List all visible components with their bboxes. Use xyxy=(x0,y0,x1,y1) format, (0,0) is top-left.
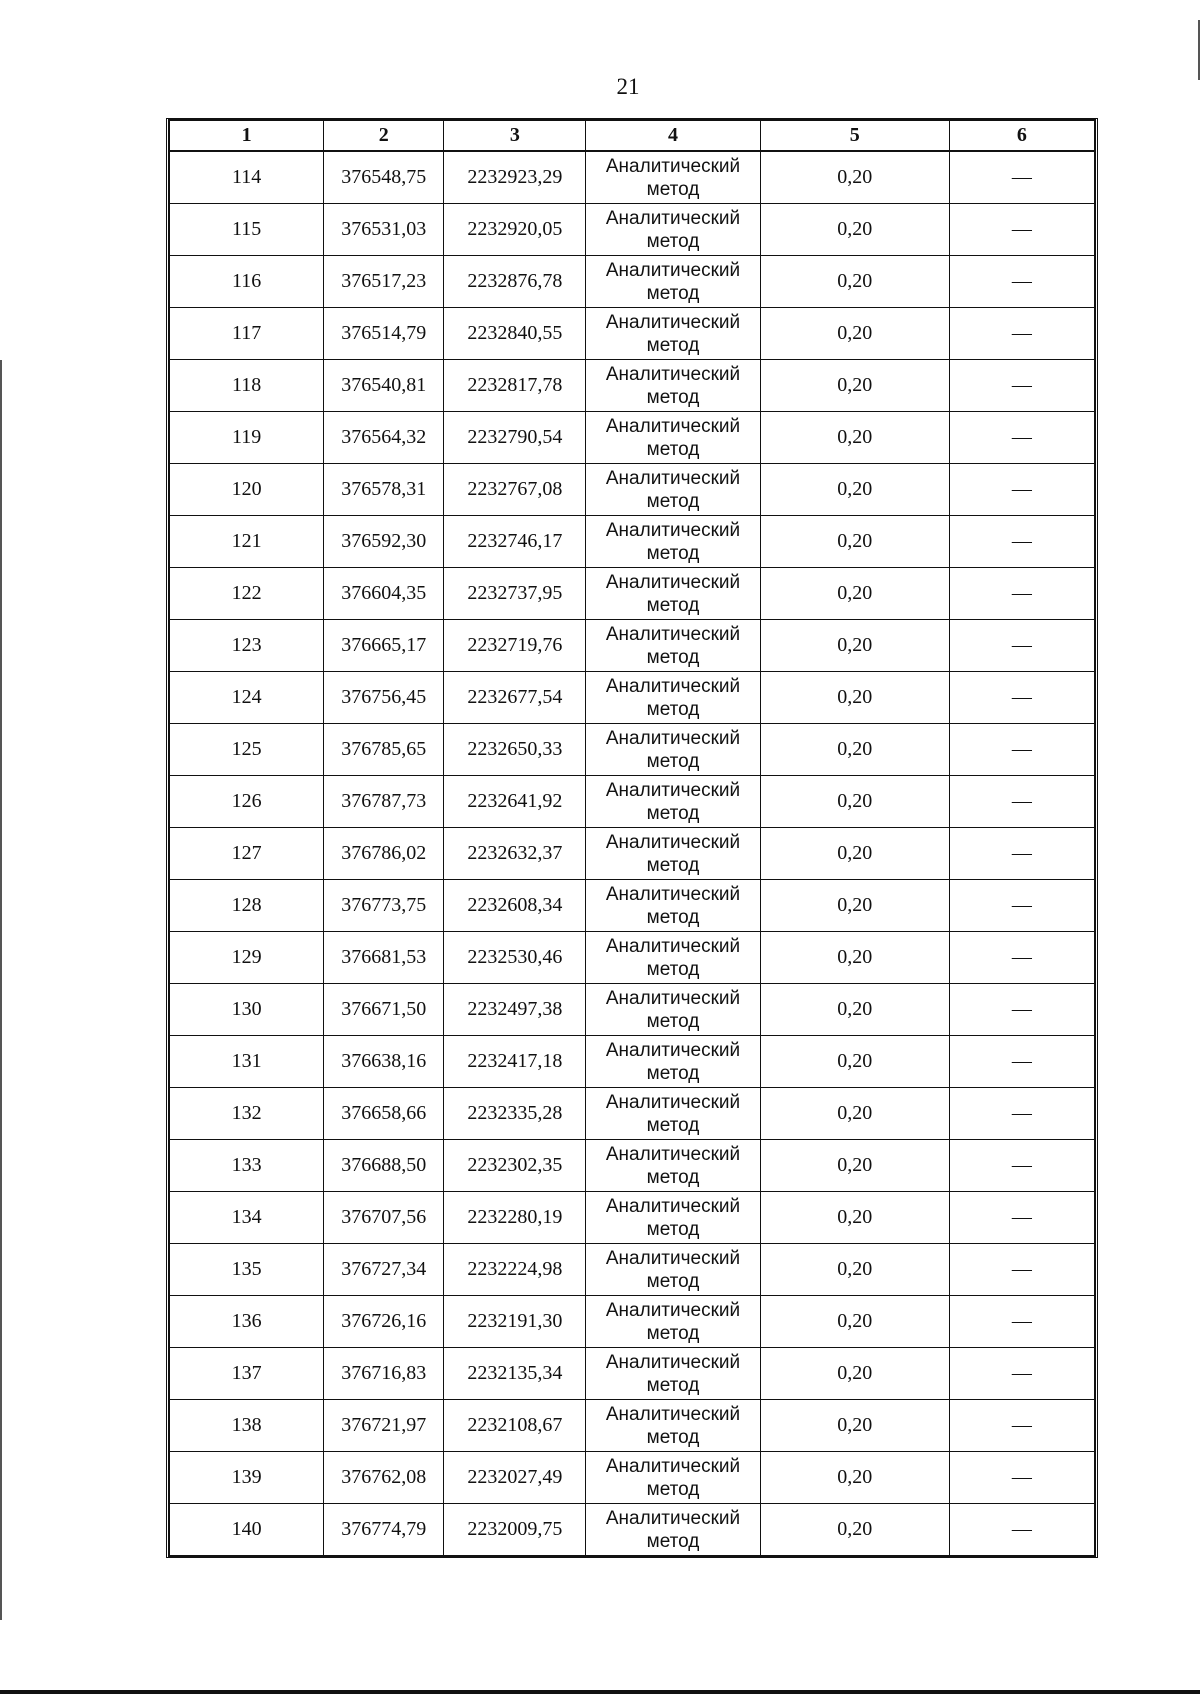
method-line-2: метод xyxy=(646,282,700,304)
note-cell: — xyxy=(949,412,1094,464)
note-cell: — xyxy=(949,984,1094,1036)
method-cell xyxy=(586,256,760,308)
method-line-1: Аналитический xyxy=(605,623,741,645)
note-cell: — xyxy=(949,360,1094,412)
table-row xyxy=(170,1348,1095,1400)
x-coordinate-cell: 376786,02 xyxy=(324,828,444,880)
point-number-cell: 115 xyxy=(170,204,324,256)
table-row xyxy=(170,1192,1095,1244)
point-number-cell: 136 xyxy=(170,1296,324,1348)
y-coordinate-cell: 2232632,37 xyxy=(444,828,586,880)
column-header: 2 xyxy=(324,121,444,152)
table-row xyxy=(170,672,1095,724)
table-row xyxy=(170,1452,1095,1504)
note-cell: — xyxy=(949,1088,1094,1140)
method-line-1: Аналитический xyxy=(605,883,741,905)
point-number-cell: 116 xyxy=(170,256,324,308)
x-coordinate-cell: 376665,17 xyxy=(324,620,444,672)
x-coordinate-cell: 376658,66 xyxy=(324,1088,444,1140)
method-line-1: Аналитический xyxy=(605,467,741,489)
accuracy-cell: 0,20 xyxy=(760,880,949,932)
method-line-1: Аналитический xyxy=(605,935,741,957)
method-cell xyxy=(586,568,760,620)
method-line-1: Аналитический xyxy=(605,207,741,229)
y-coordinate-cell: 2232530,46 xyxy=(444,932,586,984)
x-coordinate-cell: 376592,30 xyxy=(324,516,444,568)
method-line-1: Аналитический xyxy=(605,1091,741,1113)
method-line-2: метод xyxy=(646,958,700,980)
method-line-1: Аналитический xyxy=(605,1039,741,1061)
method-line-1: Аналитический xyxy=(605,1507,741,1529)
method-line-2: метод xyxy=(646,1322,700,1344)
method-line-2: метод xyxy=(646,1530,700,1552)
note-cell: — xyxy=(949,880,1094,932)
method-cell xyxy=(586,1296,760,1348)
method-cell xyxy=(586,776,760,828)
x-coordinate-cell: 376688,50 xyxy=(324,1140,444,1192)
method-line-1: Аналитический xyxy=(605,363,741,385)
point-number-cell: 119 xyxy=(170,412,324,464)
x-coordinate-cell: 376726,16 xyxy=(324,1296,444,1348)
point-number-cell: 139 xyxy=(170,1452,324,1504)
y-coordinate-cell: 2232280,19 xyxy=(444,1192,586,1244)
method-line-1: Аналитический xyxy=(605,1247,741,1269)
point-number-cell: 128 xyxy=(170,880,324,932)
table-row xyxy=(170,724,1095,776)
point-number-cell: 135 xyxy=(170,1244,324,1296)
x-coordinate-cell: 376531,03 xyxy=(324,204,444,256)
table-row xyxy=(170,984,1095,1036)
method-line-2: метод xyxy=(646,1374,700,1396)
point-number-cell: 138 xyxy=(170,1400,324,1452)
method-line-1: Аналитический xyxy=(605,987,741,1009)
point-number-cell: 129 xyxy=(170,932,324,984)
table-header-row xyxy=(170,121,1095,152)
method-cell xyxy=(586,828,760,880)
method-line-1: Аналитический xyxy=(605,1351,741,1373)
method-cell xyxy=(586,1244,760,1296)
accuracy-cell: 0,20 xyxy=(760,1192,949,1244)
accuracy-cell: 0,20 xyxy=(760,1452,949,1504)
method-cell xyxy=(586,724,760,776)
point-number-cell: 133 xyxy=(170,1140,324,1192)
method-line-1: Аналитический xyxy=(605,675,741,697)
accuracy-cell: 0,20 xyxy=(760,1504,949,1556)
y-coordinate-cell: 2232737,95 xyxy=(444,568,586,620)
note-cell: — xyxy=(949,1348,1094,1400)
y-coordinate-cell: 2232191,30 xyxy=(444,1296,586,1348)
method-line-2: метод xyxy=(646,1478,700,1500)
table-row xyxy=(170,412,1095,464)
x-coordinate-cell: 376762,08 xyxy=(324,1452,444,1504)
y-coordinate-cell: 2232920,05 xyxy=(444,204,586,256)
x-coordinate-cell: 376727,34 xyxy=(324,1244,444,1296)
table-row xyxy=(170,1296,1095,1348)
method-line-1: Аналитический xyxy=(605,415,741,437)
point-number-cell: 125 xyxy=(170,724,324,776)
x-coordinate-cell: 376707,56 xyxy=(324,1192,444,1244)
method-cell xyxy=(586,932,760,984)
x-coordinate-cell: 376517,23 xyxy=(324,256,444,308)
method-line-2: метод xyxy=(646,490,700,512)
table-row xyxy=(170,204,1095,256)
column-header: 5 xyxy=(760,121,949,152)
method-line-2: метод xyxy=(646,594,700,616)
accuracy-cell: 0,20 xyxy=(760,1348,949,1400)
method-cell xyxy=(586,1504,760,1556)
method-line-2: метод xyxy=(646,1114,700,1136)
accuracy-cell: 0,20 xyxy=(760,568,949,620)
table-row xyxy=(170,932,1095,984)
method-line-1: Аналитический xyxy=(605,779,741,801)
method-line-2: метод xyxy=(646,1062,700,1084)
method-line-1: Аналитический xyxy=(605,571,741,593)
point-number-cell: 127 xyxy=(170,828,324,880)
y-coordinate-cell: 2232302,35 xyxy=(444,1140,586,1192)
table-row xyxy=(170,516,1095,568)
method-line-1: Аналитический xyxy=(605,1455,741,1477)
point-number-cell: 134 xyxy=(170,1192,324,1244)
y-coordinate-cell: 2232677,54 xyxy=(444,672,586,724)
y-coordinate-cell: 2232417,18 xyxy=(444,1036,586,1088)
method-line-2: метод xyxy=(646,646,700,668)
accuracy-cell: 0,20 xyxy=(760,412,949,464)
y-coordinate-cell: 2232719,76 xyxy=(444,620,586,672)
method-line-1: Аналитический xyxy=(605,259,741,281)
accuracy-cell: 0,20 xyxy=(760,620,949,672)
y-coordinate-cell: 2232840,55 xyxy=(444,308,586,360)
x-coordinate-cell: 376604,35 xyxy=(324,568,444,620)
method-cell xyxy=(586,1452,760,1504)
method-line-1: Аналитический xyxy=(605,831,741,853)
table-row xyxy=(170,360,1095,412)
accuracy-cell: 0,20 xyxy=(760,1296,949,1348)
method-line-2: метод xyxy=(646,542,700,564)
table-row xyxy=(170,880,1095,932)
note-cell: — xyxy=(949,1244,1094,1296)
table-row xyxy=(170,1504,1095,1556)
point-number-cell: 123 xyxy=(170,620,324,672)
x-coordinate-cell: 376578,31 xyxy=(324,464,444,516)
method-line-2: метод xyxy=(646,750,700,772)
accuracy-cell: 0,20 xyxy=(760,672,949,724)
accuracy-cell: 0,20 xyxy=(760,724,949,776)
x-coordinate-cell: 376540,81 xyxy=(324,360,444,412)
note-cell: — xyxy=(949,568,1094,620)
method-line-2: метод xyxy=(646,230,700,252)
point-number-cell: 122 xyxy=(170,568,324,620)
method-cell xyxy=(586,880,760,932)
y-coordinate-cell: 2232767,08 xyxy=(444,464,586,516)
note-cell: — xyxy=(949,672,1094,724)
method-cell xyxy=(586,672,760,724)
scan-edge-left xyxy=(0,360,2,1620)
method-cell xyxy=(586,516,760,568)
method-cell xyxy=(586,308,760,360)
table-row xyxy=(170,776,1095,828)
x-coordinate-cell: 376564,32 xyxy=(324,412,444,464)
method-cell xyxy=(586,464,760,516)
y-coordinate-cell: 2232746,17 xyxy=(444,516,586,568)
note-cell: — xyxy=(949,1400,1094,1452)
method-cell xyxy=(586,1140,760,1192)
y-coordinate-cell: 2232224,98 xyxy=(444,1244,586,1296)
method-line-2: метод xyxy=(646,1270,700,1292)
method-line-2: метод xyxy=(646,386,700,408)
coordinates-table xyxy=(169,120,1095,1556)
method-line-2: метод xyxy=(646,178,700,200)
method-line-2: метод xyxy=(646,1218,700,1240)
x-coordinate-cell: 376756,45 xyxy=(324,672,444,724)
x-coordinate-cell: 376548,75 xyxy=(324,151,444,204)
accuracy-cell: 0,20 xyxy=(760,204,949,256)
method-line-1: Аналитический xyxy=(605,155,741,177)
method-cell xyxy=(586,984,760,1036)
page-number: 21 xyxy=(616,74,640,99)
table-row xyxy=(170,1400,1095,1452)
method-line-2: метод xyxy=(646,1166,700,1188)
method-line-1: Аналитический xyxy=(605,519,741,541)
x-coordinate-cell: 376773,75 xyxy=(324,880,444,932)
note-cell: — xyxy=(949,1504,1094,1556)
y-coordinate-cell: 2232608,34 xyxy=(444,880,586,932)
accuracy-cell: 0,20 xyxy=(760,464,949,516)
table-row xyxy=(170,568,1095,620)
note-cell: — xyxy=(949,1036,1094,1088)
accuracy-cell: 0,20 xyxy=(760,1244,949,1296)
point-number-cell: 121 xyxy=(170,516,324,568)
y-coordinate-cell: 2232009,75 xyxy=(444,1504,586,1556)
note-cell: — xyxy=(949,151,1094,204)
y-coordinate-cell: 2232876,78 xyxy=(444,256,586,308)
method-line-2: метод xyxy=(646,906,700,928)
table-row xyxy=(170,151,1095,204)
x-coordinate-cell: 376514,79 xyxy=(324,308,444,360)
point-number-cell: 124 xyxy=(170,672,324,724)
method-cell xyxy=(586,151,760,204)
method-line-2: метод xyxy=(646,802,700,824)
note-cell: — xyxy=(949,308,1094,360)
method-line-1: Аналитический xyxy=(605,1403,741,1425)
point-number-cell: 118 xyxy=(170,360,324,412)
table-row xyxy=(170,620,1095,672)
table-row xyxy=(170,308,1095,360)
x-coordinate-cell: 376716,83 xyxy=(324,1348,444,1400)
method-cell xyxy=(586,360,760,412)
accuracy-cell: 0,20 xyxy=(760,828,949,880)
note-cell: — xyxy=(949,620,1094,672)
note-cell: — xyxy=(949,1452,1094,1504)
method-line-2: метод xyxy=(646,1426,700,1448)
method-line-1: Аналитический xyxy=(605,727,741,749)
accuracy-cell: 0,20 xyxy=(760,1400,949,1452)
x-coordinate-cell: 376785,65 xyxy=(324,724,444,776)
method-line-1: Аналитический xyxy=(605,1143,741,1165)
table-row xyxy=(170,1140,1095,1192)
accuracy-cell: 0,20 xyxy=(760,360,949,412)
table-row xyxy=(170,828,1095,880)
point-number-cell: 114 xyxy=(170,151,324,204)
point-number-cell: 120 xyxy=(170,464,324,516)
accuracy-cell: 0,20 xyxy=(760,1088,949,1140)
coordinates-table-frame xyxy=(166,118,1098,1558)
method-line-1: Аналитический xyxy=(605,311,741,333)
y-coordinate-cell: 2232790,54 xyxy=(444,412,586,464)
method-cell xyxy=(586,204,760,256)
y-coordinate-cell: 2232641,92 xyxy=(444,776,586,828)
method-line-1: Аналитический xyxy=(605,1299,741,1321)
note-cell: — xyxy=(949,932,1094,984)
method-line-2: метод xyxy=(646,1010,700,1032)
y-coordinate-cell: 2232027,49 xyxy=(444,1452,586,1504)
y-coordinate-cell: 2232335,28 xyxy=(444,1088,586,1140)
point-number-cell: 137 xyxy=(170,1348,324,1400)
table-row xyxy=(170,1036,1095,1088)
table-body xyxy=(170,151,1095,1556)
method-line-2: метод xyxy=(646,698,700,720)
y-coordinate-cell: 2232497,38 xyxy=(444,984,586,1036)
note-cell: — xyxy=(949,776,1094,828)
method-line-2: метод xyxy=(646,334,700,356)
table-row xyxy=(170,1244,1095,1296)
method-cell xyxy=(586,412,760,464)
x-coordinate-cell: 376787,73 xyxy=(324,776,444,828)
accuracy-cell: 0,20 xyxy=(760,932,949,984)
note-cell: — xyxy=(949,1296,1094,1348)
y-coordinate-cell: 2232817,78 xyxy=(444,360,586,412)
method-cell xyxy=(586,620,760,672)
column-header: 1 xyxy=(170,121,324,152)
y-coordinate-cell: 2232108,67 xyxy=(444,1400,586,1452)
point-number-cell: 140 xyxy=(170,1504,324,1556)
note-cell: — xyxy=(949,828,1094,880)
point-number-cell: 132 xyxy=(170,1088,324,1140)
accuracy-cell: 0,20 xyxy=(760,516,949,568)
accuracy-cell: 0,20 xyxy=(760,151,949,204)
accuracy-cell: 0,20 xyxy=(760,308,949,360)
accuracy-cell: 0,20 xyxy=(760,984,949,1036)
method-cell xyxy=(586,1348,760,1400)
y-coordinate-cell: 2232650,33 xyxy=(444,724,586,776)
method-line-2: метод xyxy=(646,854,700,876)
method-cell xyxy=(586,1400,760,1452)
scan-bottom-edge xyxy=(0,1690,1200,1694)
accuracy-cell: 0,20 xyxy=(760,1036,949,1088)
method-cell xyxy=(586,1088,760,1140)
accuracy-cell: 0,20 xyxy=(760,256,949,308)
x-coordinate-cell: 376681,53 xyxy=(324,932,444,984)
column-header: 6 xyxy=(949,121,1094,152)
method-line-1: Аналитический xyxy=(605,1195,741,1217)
point-number-cell: 130 xyxy=(170,984,324,1036)
method-cell xyxy=(586,1036,760,1088)
point-number-cell: 117 xyxy=(170,308,324,360)
note-cell: — xyxy=(949,724,1094,776)
y-coordinate-cell: 2232923,29 xyxy=(444,151,586,204)
accuracy-cell: 0,20 xyxy=(760,1140,949,1192)
column-header: 3 xyxy=(444,121,586,152)
note-cell: — xyxy=(949,516,1094,568)
note-cell: — xyxy=(949,1192,1094,1244)
table-row xyxy=(170,1088,1095,1140)
x-coordinate-cell: 376721,97 xyxy=(324,1400,444,1452)
table-row xyxy=(170,256,1095,308)
accuracy-cell: 0,20 xyxy=(760,776,949,828)
point-number-cell: 126 xyxy=(170,776,324,828)
note-cell: — xyxy=(949,256,1094,308)
x-coordinate-cell: 376638,16 xyxy=(324,1036,444,1088)
point-number-cell: 131 xyxy=(170,1036,324,1088)
note-cell: — xyxy=(949,1140,1094,1192)
y-coordinate-cell: 2232135,34 xyxy=(444,1348,586,1400)
x-coordinate-cell: 376671,50 xyxy=(324,984,444,1036)
note-cell: — xyxy=(949,204,1094,256)
x-coordinate-cell: 376774,79 xyxy=(324,1504,444,1556)
column-header: 4 xyxy=(586,121,760,152)
method-cell xyxy=(586,1192,760,1244)
table-row xyxy=(170,464,1095,516)
method-line-2: метод xyxy=(646,438,700,460)
note-cell: — xyxy=(949,464,1094,516)
